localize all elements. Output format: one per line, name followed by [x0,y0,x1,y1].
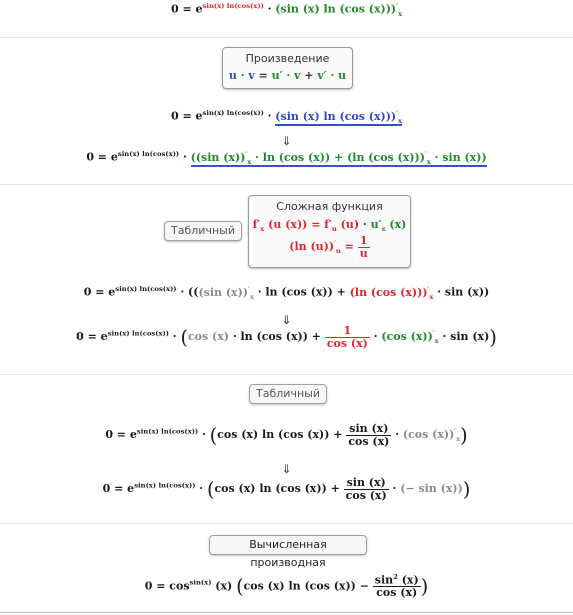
separator [0,37,573,38]
arrow-down-icon: ⇓ [281,134,292,148]
formula-step-6: $0 = e^{sin(x) ln(cos(x))} \cdot (\cos$ (x) ln (cos (x)) + $\frac{\sin (x)}{\cos (x)}$ · (cos $(x))'_x$) [105,422,468,448]
formula-step-7: $0 = e^{sin(x) ln(cos(x))} \cdot (\cos$ (x) ln (cos (x)) + $\frac{\sin (x)}{\cos (x)}$ · (− sin (x))) [102,476,471,502]
product-rule-label: Произведение [245,52,330,65]
arrow-down-icon: ⇓ [281,462,292,476]
complex-function-label: Сложная функция [276,200,383,213]
computed-derivative-button[interactable]: Вычисленная производная [209,535,367,555]
log-derivative-formula: (ln $(u))'_u$ = $\frac{1}{u}$ [289,234,368,260]
formula-step-5: $0 = e^{sin(x) ln(cos(x))} \cdot (\cos$ (x) · ln (cos (x)) + $\frac{1}{\cos (x)}$ · (cos $(x))'_x \cdot \sin (x)$) [76,324,497,350]
separator [0,523,573,524]
arrow-down-icon: ⇓ [281,313,292,327]
chain-rule-formula: $f'_x$ (u $(x)) = f'_u$ $(u) \cdot u'_x$ (x) [252,218,407,234]
complex-function-box [248,195,411,268]
separator [0,184,573,185]
formula-step-4: $0 = e^{sin(x) ln(cos(x))} \cdot (((\sin$ $(x))'_x \cdot \ln (\cos$ (x)) + (ln (cos $(x)))'_x \cdot \sin (x)$) [83,285,490,301]
formula-step-2: $0 = e^{sin(x) ln(cos(x))} \cdot (\sin$ (x) ln (cos $(x)))'_x$ [170,109,403,125]
tabular-button-1[interactable]: Табличный [164,221,242,241]
formula-final: $0 = \cos^{sin(x)} (x)$ (cos (x) ln (cos (x)) − $\frac{\sin^2 (x)}{\cos (x)}$ ) [144,573,429,600]
formula-step-1: $0 = e^{sin(x) ln(cos(x))} \cdot (\sin$ (x) ln (cos $(x)))'_x$ [170,2,403,18]
formula-step-3: $0 = e^{sin(x) ln(cos(x))} \cdot ((\sin$ $(x))'_x \cdot \ln (\cos$ (x)) + (ln (cos $(x)))'_x \cdot \sin (x)$) [86,150,487,166]
product-rule-formula: u · v = u′ · v + v′ · u [228,69,347,82]
product-rule-box [222,47,353,89]
tabular-button-2[interactable]: Табличный [249,384,327,404]
bottom-border [0,612,573,613]
separator [0,374,573,375]
